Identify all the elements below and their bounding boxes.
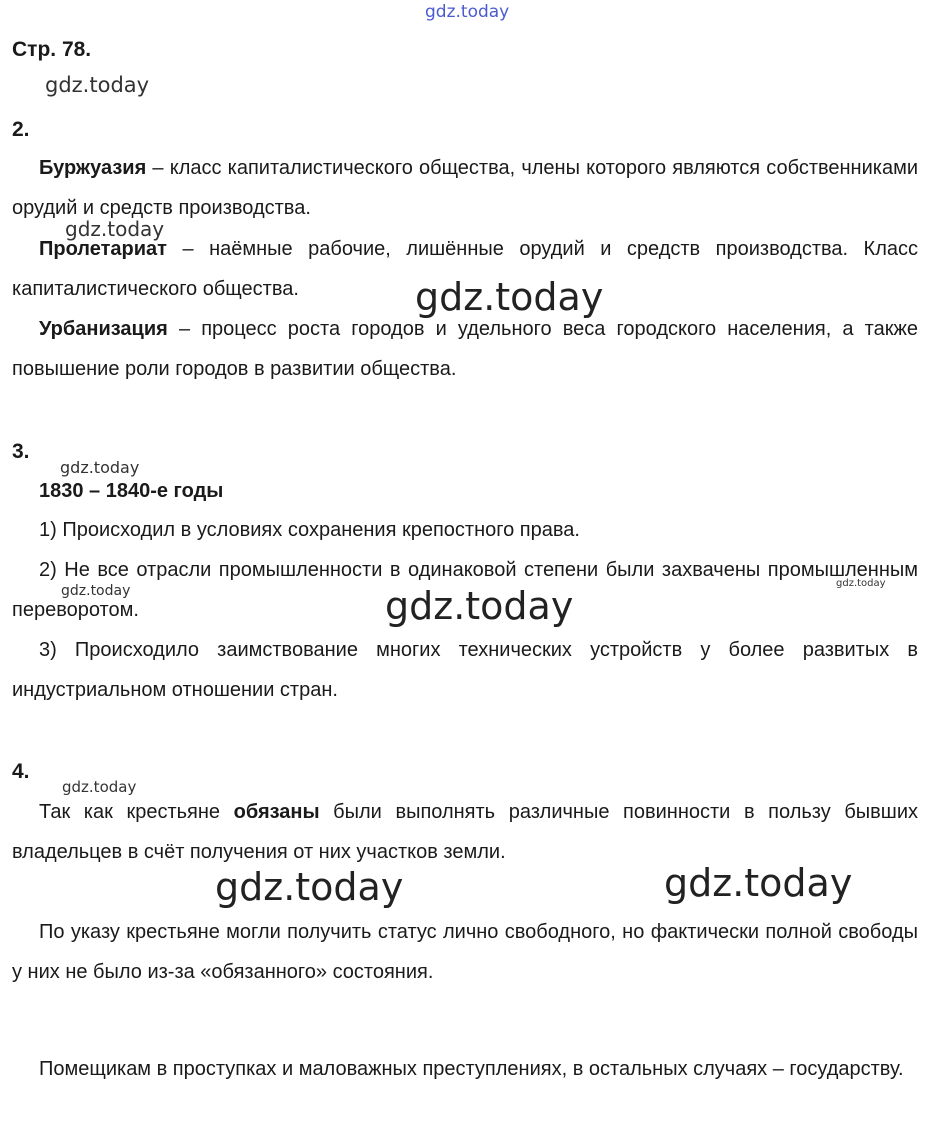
watermark-large: gdz.today [415, 275, 604, 319]
definition-proletariat [12, 229, 918, 309]
watermark: gdz.today [61, 583, 131, 599]
text: Так как крестьяне [39, 801, 234, 823]
term: Буржуазия [39, 157, 147, 179]
watermark: gdz.today [62, 778, 137, 796]
answer-paragraph: Помещикам в проступках и маловажных преступлениях, в остальных случаях – государству. [39, 1058, 904, 1080]
emphasis: обязаны [233, 801, 320, 823]
definition-text: – процесс роста городов и удельного веса городского населения, а также повышение роли городов в развитии общества. [12, 318, 918, 380]
section-number-4: 4. [12, 760, 30, 783]
definition-urbanization [12, 309, 918, 389]
watermark-large: gdz.today [664, 861, 853, 905]
list-item: 2) Не все отрасли промышленности в одинаковой степени были захвачены промышленным переворотом. [12, 559, 918, 621]
watermark-top: gdz.today [425, 2, 510, 22]
definition-text: – класс капиталистического общества, члены которого являются собственниками орудий и средств производства. [12, 157, 918, 219]
watermark: gdz.today [45, 73, 150, 97]
answer-paragraph [12, 792, 918, 872]
text: были выполнять различные повинности в пользу бывших владельцев в счёт получения от них участков земли. [12, 801, 919, 863]
answer-paragraph: По указу крестьяне могли получить статус лично свободного, но фактически полной свободы у них не было из-за «обязанного» состояния. [12, 921, 918, 983]
page-label: Стр. 78. [12, 38, 92, 61]
watermark: gdz.today [60, 458, 140, 477]
watermark-large: gdz.today [385, 584, 574, 628]
section-subtitle: 1830 – 1840-е годы [39, 480, 224, 502]
list-item: 3) Происходило заимствование многих технических устройств у более развитых в индустриальном отношении стран. [12, 639, 918, 701]
watermark-small: gdz.today [836, 578, 886, 589]
watermark: gdz.today [65, 217, 165, 241]
term: Урбанизация [39, 318, 168, 340]
definition-bourgeoisie [12, 148, 918, 228]
definition-text: – наёмные рабочие, лишённые орудий и средств производства. Класс капиталистического общества. [12, 238, 918, 300]
list-item: 1) Происходил в условиях сохранения крепостного права. [39, 519, 580, 541]
term: Пролетариат [39, 238, 167, 260]
watermark-large: gdz.today [215, 865, 404, 909]
section-number-2: 2. [12, 118, 30, 141]
section-number-3: 3. [12, 440, 30, 463]
